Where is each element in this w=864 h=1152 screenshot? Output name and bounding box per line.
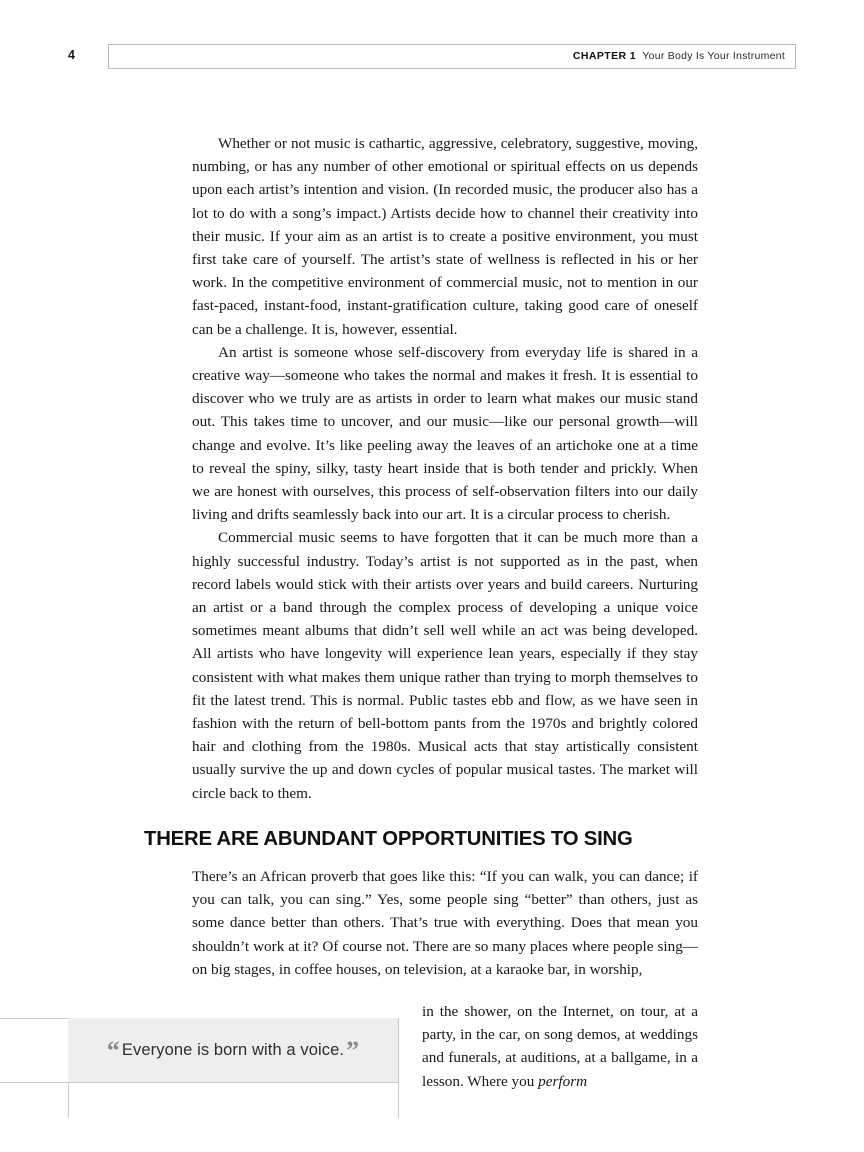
pullquote-box [68, 1018, 398, 1082]
section-heading: THERE ARE ABUNDANT OPPORTUNITIES TO SING [144, 826, 633, 850]
paragraph-2: An artist is someone whose self-discovery from everyday life is shared in a creative way—someone who takes the normal and makes it fresh. It is essential to discover who we truly are as artists in order to learn what makes our music stand out. This takes time to uncover, and our music—like our personal growth—will change and evolve. It’s like peeling away the leaves of an artichoke one at a time to reveal the spiny, silky, tasty heart inside that is both tender and prickly. When we are honest with ourselves, this process of self-observation filters into our daily living and drifts seamlessly back into our art. It is a circular process to cherish. [192, 343, 698, 524]
quote-close-icon: ” [346, 1035, 360, 1065]
paragraph-3: Commercial music seems to have forgotten that it can be much more than a highly successful industry. Today’s artist is not supported as in the past, when record labels would stick with their artists over years and build careers. Nurturing an artist or a band through the complex process of developing a unique voice sometimes meant albums that didn’t sell well while an act was being developed. All artists who have longevity will experience lean years, especially if they stay consistent with what makes them unique rather than trying to morph themselves to fit the latest trend. This is normal. Public tastes ebb and flow, as we have seen in fashion with the return of bell-bottom pants from the 1970s and brightly colored hair and clothing from the 1980s. Musical acts that stay artistically consistent usually survive the up and down cycles of popular musical tastes. The market will circle back to them. [192, 529, 698, 802]
pullquote-text-wrapper [106, 1035, 360, 1065]
body-column [144, 132, 698, 981]
page-number: 4 [68, 48, 76, 62]
chapter-label: CHAPTER 1 [572, 50, 637, 62]
paragraph-1: Whether or not music is cathartic, aggressive, celebratory, suggestive, moving, numbing, or has any number of other emotional or spiritual effects on us depends upon each artist’s intention and vision. (In recorded music, the producer also has a lot to do with a song’s impact.) Artists decide how to channel their creativity into their music. If your aim as an artist is to create a positive environment, you must first take care of yourself. The artist’s state of wellness is reflected in his or her work. In the competitive environment of commercial music, not to mention in our fast-paced, instant-food, instant-gratification culture, taking good care of oneself can be a challenge. It is, however, essential. [192, 135, 698, 338]
paragraph-4-runaround [422, 1000, 698, 1093]
chapter-title: Your Body Is Your Instrument [642, 50, 785, 62]
runaround-italic: perform [538, 1072, 588, 1090]
page-bottom-margin [0, 1118, 864, 1152]
runaround-text: in the shower, on the Internet, on tour, at a party, in the car, on song demos, at weddings and funerals, at auditions, at a ballgame, in a lesson. Where you [422, 1003, 698, 1090]
running-head-text [573, 50, 785, 62]
paragraph-4: There’s an African proverb that goes like this: “If you can walk, you can dance; if you can talk, you can sing.” Yes, some people sing “better” than others, just as some dance better than others. That’s true with everything. Does that mean you shouldn’t work at it? Of course not. There are so many places where people sing—on big stages, in coffee houses, on television, at a karaoke bar, in worship, [192, 867, 698, 978]
running-head-box [108, 44, 796, 69]
pullquote-text: Everyone is born with a voice. [121, 1040, 345, 1059]
running-head [68, 44, 796, 70]
quote-open-icon: “ [106, 1035, 120, 1065]
pullquote-rule-right [398, 1018, 399, 1118]
pullquote-rule-top-left [0, 1018, 68, 1019]
pullquote-rule-bottom [0, 1082, 398, 1083]
